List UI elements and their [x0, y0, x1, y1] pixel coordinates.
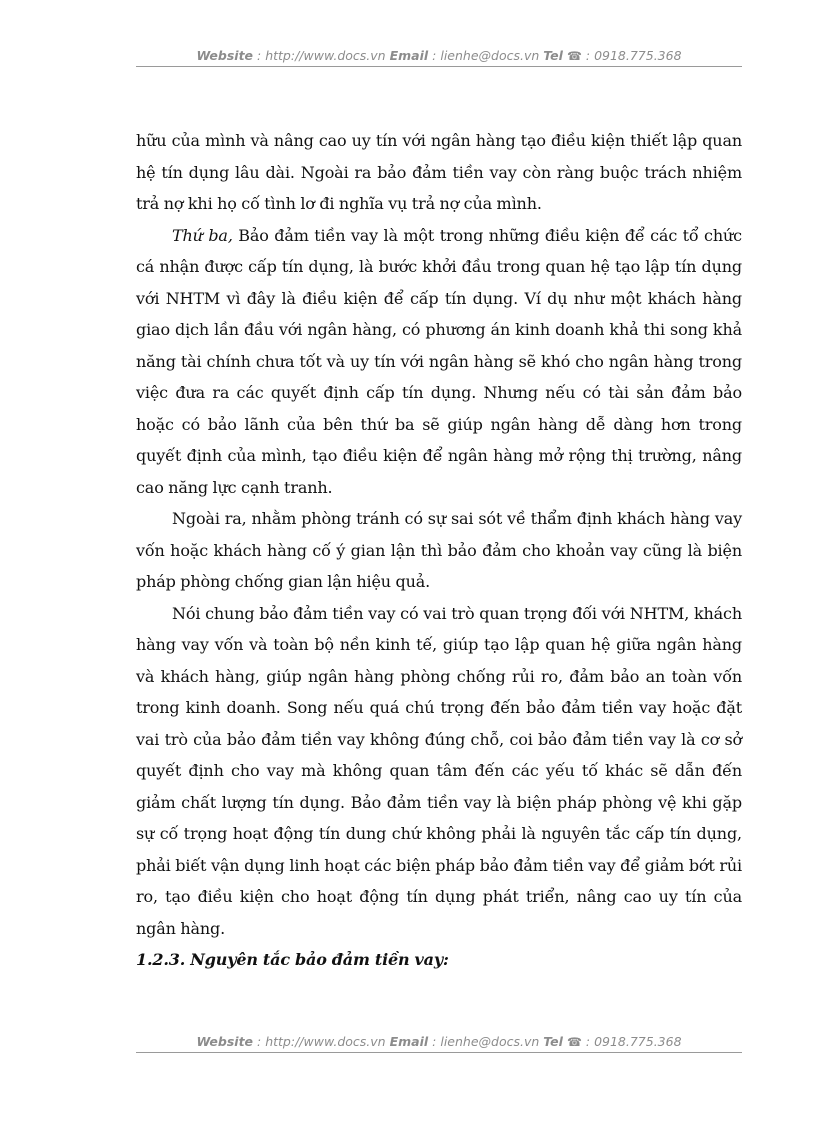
document-body: [136, 125, 742, 976]
paragraph-4: Nói chung bảo đảm tiền vay có vai trò quan trọng đối với NHTM, khách hàng vay vốn và toàn bộ nền kinh tế, giúp tạo lập quan hệ giữa ngân hàng và khách hàng, giúp ngân hàng phòng chống rủi ro, đảm bảo an toàn vốn trong kinh doanh. Song nếu quá chú trọng đến bảo đảm tiền vay hoặc đặt vai trò của bảo đảm tiền vay không đúng chỗ, coi bảo đảm tiền vay là cơ sở quyết định cho vay mà không quan tâm đến các yếu tố khác sẽ dẫn đến giảm chất lượng tín dụng. Bảo đảm tiền vay là biện pháp phòng vệ khi gặp sự cố trọng hoạt động tín dung chứ không phải là nguyên tắc cấp tín dụng, phải biết vận dụng linh hoạt các biện pháp bảo đảm tiền vay để giảm bớt rủi ro, tạo điều kiện cho hoạt động tín dụng phát triển, nâng cao uy tín của ngân hàng.: [136, 603, 742, 938]
paragraph-2: [136, 220, 742, 504]
phone-icon: ☎: [566, 1035, 582, 1049]
page-header: [136, 48, 742, 63]
header-website-label: Website: [196, 48, 254, 63]
section-heading: 1.2.3. Nguyên tắc bảo đảm tiền vay:: [136, 950, 449, 969]
header-website-url[interactable]: http://www.docs.vn: [265, 48, 386, 63]
paragraph-2-text: Bảo đảm tiền vay là một trong những điều kiện để các tổ chức cá nhận được cấp tín dụng, là bước khởi đầu trong quan hệ tạo lập tín dụng với NHTM vì đây là điều kiện để cấp tín dụng. Ví dụ như một khách hàng giao dịch lần đầu với ngân hàng, có phương án kinh doanh khả thi song khả năng tài chính chưa tốt và uy tín với ngân hàng sẽ khó cho ngân hàng trong việc đưa ra các quyết định cấp tín dụng. Nhưng nếu có tài sản đảm bảo hoặc có bảo lãnh của bên thứ ba sẽ giúp ngân hàng dễ dàng hơn trong quyết định của mình, tạo điều kiện để ngân hàng mở rộng thị trường, nâng cao năng lực cạnh tranh.: [136, 225, 742, 497]
footer-email-value[interactable]: lienhe@docs.vn: [440, 1034, 540, 1049]
header-website-separator: :: [253, 48, 266, 63]
footer-website-label: Website: [196, 1034, 254, 1049]
header-tel-label: Tel: [543, 48, 563, 63]
header-email-value[interactable]: lienhe@docs.vn: [440, 48, 540, 63]
paragraph-3: Ngoài ra, nhằm phòng tránh có sự sai sót về thẩm định khách hàng vay vốn hoặc khách hàng cố ý gian lận thì bảo đảm cho khoản vay cũng là biện pháp phòng chống gian lận hiệu quả.: [136, 509, 742, 591]
footer-website-url[interactable]: http://www.docs.vn: [265, 1034, 386, 1049]
footer-divider: [136, 1052, 742, 1053]
footer-tel-value: 0918.775.368: [594, 1034, 682, 1049]
paragraph-1: hữu của mình và nâng cao uy tín với ngân hàng tạo điều kiện thiết lập quan hệ tín dụng lâu dài. Ngoài ra bảo đảm tiền vay còn ràng buộc trách nhiệm trả nợ khi họ cố tình lơ đi nghĩa vụ trả nợ của mình.: [136, 131, 742, 213]
footer-tel-separator: :: [581, 1034, 595, 1049]
footer-email-label: Email: [389, 1034, 429, 1049]
header-tel-separator: :: [581, 48, 595, 63]
header-divider: [136, 66, 742, 67]
header-email-label: Email: [389, 48, 429, 63]
header-tel-value: 0918.775.368: [594, 48, 682, 63]
footer-email-separator: :: [428, 1034, 441, 1049]
page-footer: [136, 1034, 742, 1049]
phone-icon: ☎: [566, 49, 582, 63]
paragraph-2-lead: Thứ ba,: [172, 225, 233, 245]
header-email-separator: :: [428, 48, 441, 63]
footer-website-separator: :: [253, 1034, 266, 1049]
footer-tel-label: Tel: [543, 1034, 563, 1049]
